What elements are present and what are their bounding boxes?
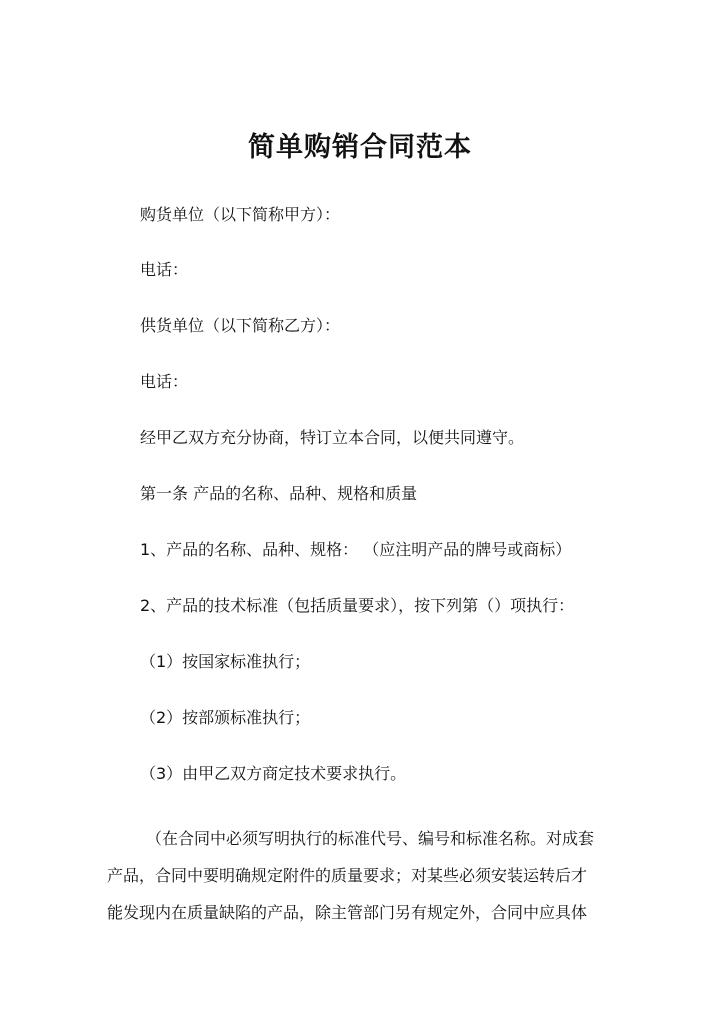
option-national-standard: （1）按国家标准执行； <box>140 652 311 671</box>
agreement-statement: 经甲乙双方充分协商，特订立本合同，以便共同遵守。 <box>140 428 525 447</box>
paragraph-line: 能发现内在质量缺陷的产品，除主管部门另有规定外，合同中应具体 <box>107 903 588 922</box>
buyer-unit-line: 购货单位（以下简称甲方）： <box>140 205 341 224</box>
document-title: 简单购销合同范本 <box>248 132 472 163</box>
standard-note-paragraph <box>107 820 627 931</box>
article-one-heading: 第一条 产品的名称、品种、规格和质量 <box>140 484 418 503</box>
option-ministry-standard: （2）按部颁标准执行； <box>140 708 311 727</box>
supplier-phone-line: 电话： <box>140 372 189 391</box>
paragraph-line: （在合同中必须写明执行的标准代号、编号和标准名称。对成套 <box>146 829 595 848</box>
buyer-phone-line: 电话： <box>140 260 189 279</box>
paragraph-line: 产品，合同中要明确规定附件的质量要求；对某些必须安装运转后才 <box>107 866 588 885</box>
clause-product-name: 1、产品的名称、品种、规格： （应注明产品的牌号或商标） <box>140 540 572 559</box>
option-negotiated-standard: （3）由甲乙双方商定技术要求执行。 <box>140 764 407 783</box>
clause-technical-standard: 2、产品的技术标准（包括质量要求），按下列第（）项执行： <box>140 596 575 615</box>
supplier-unit-line: 供货单位（以下简称乙方）： <box>140 316 341 335</box>
